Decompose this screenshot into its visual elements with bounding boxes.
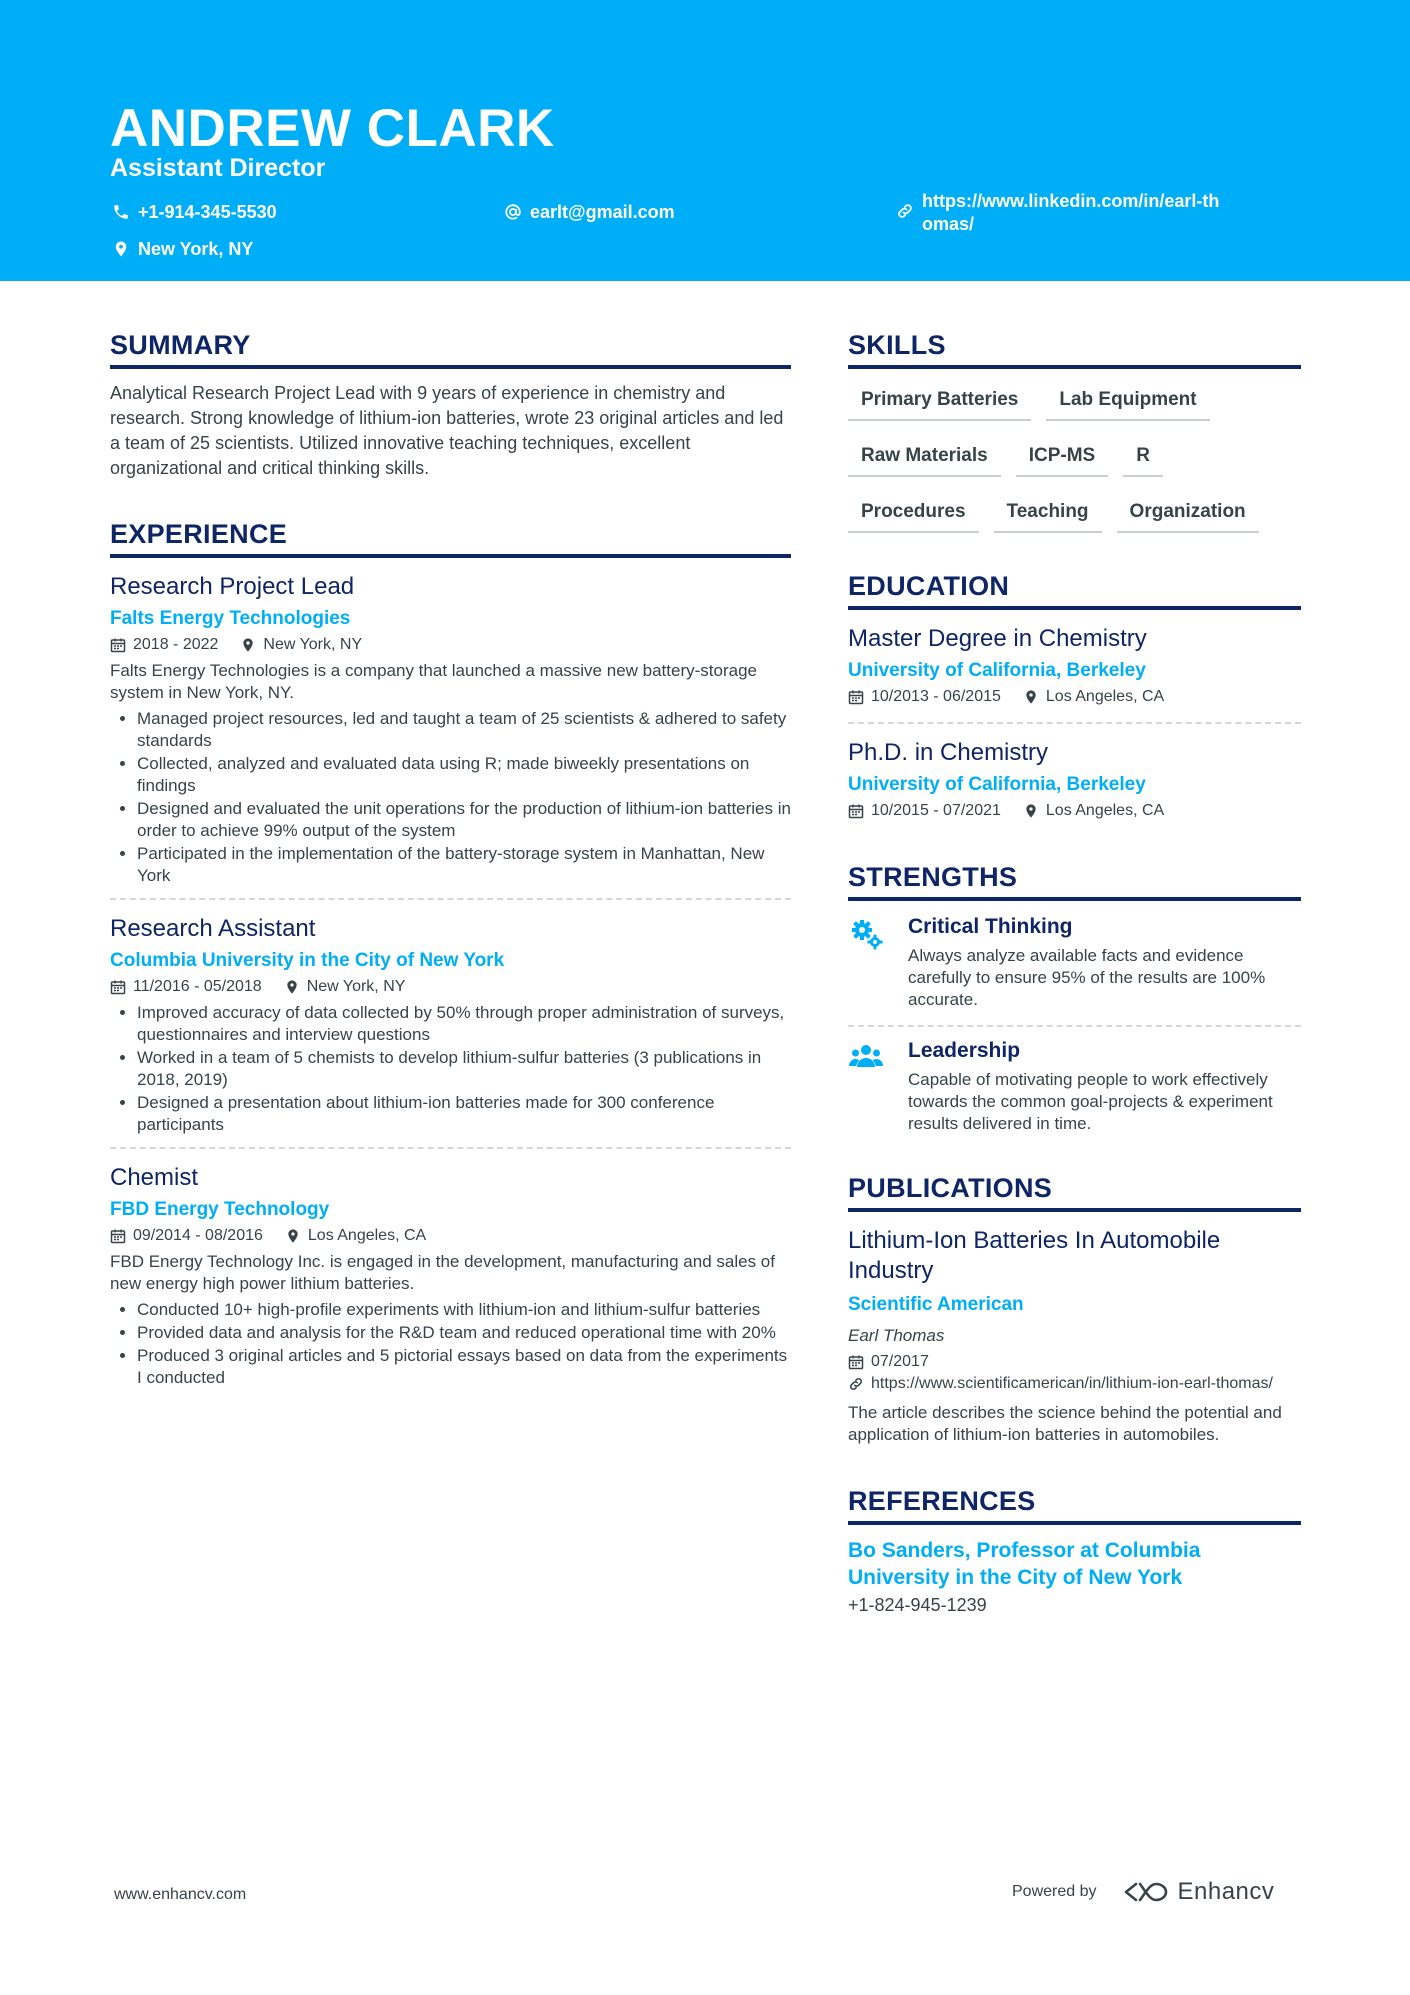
publications-section (848, 1173, 1301, 1446)
footer-branding (1012, 1878, 1274, 1906)
brand-name: Enhancv (1177, 1878, 1275, 1905)
job-bullets (110, 708, 791, 887)
resume-header (0, 0, 1410, 281)
list-item: • Improved accuracy of data collected by 50% through proper administration of surveys, questionnaires and interview questions (137, 1002, 791, 1046)
job-dates: 11/2016 - 05/2018 (133, 978, 262, 995)
education-location: Los Angeles, CA (1045, 688, 1165, 705)
publication-date-row (848, 1352, 1301, 1372)
strength-entry (848, 1025, 1301, 1149)
education-entry (848, 624, 1301, 722)
strength-description: Capable of motivating people to work effectively towards the common goal-projects & experiment results delivered in time. (908, 1070, 1273, 1133)
at-sign-icon (504, 203, 522, 221)
list-item: • Designed and evaluated the unit operations for the production of lithium-ion batteries in order to achieve 99% output of the system (137, 798, 791, 842)
education-dates: 10/2015 - 07/2021 (871, 802, 1001, 819)
list-item: • Collected, analyzed and evaluated data using R; made biweekly presentations on findings (137, 753, 791, 797)
link-icon (848, 1376, 864, 1392)
experience-entry (110, 572, 791, 898)
skills-list (848, 383, 1301, 551)
section-title-skills: SKILLS (848, 330, 1301, 369)
footer-site-link[interactable]: www.enhancv.com (114, 1886, 247, 1903)
company-description: Falts Energy Technologies is a company that launched a massive new battery-storage system in New York, NY. (110, 661, 757, 702)
reference-entry (848, 1537, 1301, 1616)
job-location: New York, NY (263, 636, 363, 653)
candidate-name: ANDREW CLARK (110, 99, 555, 158)
education-section (848, 571, 1301, 836)
experience-entry (110, 1147, 791, 1400)
location-pin-icon (284, 979, 300, 995)
skill-tag: Organization (1117, 495, 1259, 533)
strength-description: Always analyze available facts and evidence carefully to ensure 95% of the results are 100% accurate. (908, 946, 1266, 1009)
left-column (110, 330, 791, 1400)
references-section (848, 1486, 1301, 1616)
job-location: Los Angeles, CA (307, 1227, 427, 1244)
job-meta (110, 978, 791, 996)
publication-date: 07/2017 (871, 1353, 929, 1370)
location-pin-icon (1023, 689, 1039, 705)
contact-location: New York, NY (112, 239, 253, 260)
section-title-experience: EXPERIENCE (110, 519, 791, 558)
list-item: • Produced 3 original articles and 5 pictorial essays based on data from the experiments I conducted (137, 1345, 791, 1389)
calendar-icon (848, 1354, 864, 1370)
enhancv-logo-icon (1122, 1878, 1170, 1906)
list-item: • Worked in a team of 5 chemists to develop lithium-sulfur batteries (3 publications in 2018, 2019) (137, 1047, 791, 1091)
phone-icon (112, 203, 130, 221)
experience-section (110, 519, 791, 1400)
calendar-icon (110, 1228, 126, 1244)
degree-title: Master Degree in Chemistry (848, 625, 1147, 652)
job-location: New York, NY (306, 978, 406, 995)
calendar-icon (110, 637, 126, 653)
strength-entry (848, 915, 1301, 1025)
strength-title: Critical Thinking (908, 915, 1073, 938)
section-title-education: EDUCATION (848, 571, 1301, 610)
skill-tag: Lab Equipment (1046, 383, 1209, 421)
skill-tag: Procedures (848, 495, 979, 533)
calendar-icon (110, 979, 126, 995)
users-icon (848, 1039, 890, 1081)
skill-tag: Primary Batteries (848, 383, 1031, 421)
gears-icon (848, 915, 890, 957)
skill-tag: R (1123, 439, 1163, 477)
section-title-strengths: STRENGTHS (848, 862, 1301, 901)
candidate-role: Assistant Director (110, 154, 326, 182)
reference-name: Bo Sanders, Professor at Columbia University in the City of New York (848, 1539, 1201, 1589)
location-pin-icon (112, 240, 130, 258)
section-title-publications: PUBLICATIONS (848, 1173, 1301, 1212)
list-item: • Managed project resources, led and taught a team of 25 scientists & adhered to safety standards (137, 708, 791, 752)
skill-tag: Raw Materials (848, 439, 1001, 477)
job-title: Research Assistant (110, 915, 316, 942)
job-title: Chemist (110, 1164, 199, 1191)
education-location: Los Angeles, CA (1045, 802, 1165, 819)
job-meta (110, 1227, 791, 1245)
publication-entry (848, 1226, 1301, 1446)
degree-title: Ph.D. in Chemistry (848, 739, 1049, 766)
publication-description: The article describes the science behind the potential and application of lithium-ion batteries in automobiles. (848, 1403, 1282, 1444)
education-entry (848, 722, 1301, 836)
skill-tag: ICP-MS (1016, 439, 1109, 477)
summary-text: Analytical Research Project Lead with 9 years of experience in chemistry and research. Strong knowledge of lithium-ion batteries, wrote 23 original articles and led a team of 25 scientists. Utilized innovative teaching techniques, excellent organizational and critical thinking skills. (110, 383, 784, 478)
contact-linkedin[interactable]: https://www.linkedin.com/in/earl-thomas/ (896, 190, 1226, 236)
publication-url: https://www.scientificamerican/in/lithium-ion-earl-thomas/ (871, 1375, 1273, 1392)
contact-phone: +1-914-345-5530 (112, 202, 277, 223)
enhancv-logo[interactable] (1122, 1878, 1275, 1906)
location-pin-icon (1023, 803, 1039, 819)
job-bullets (110, 1299, 791, 1389)
publication-publisher: Scientific American (848, 1294, 1024, 1315)
section-title-summary: SUMMARY (110, 330, 791, 369)
skill-tag: Teaching (994, 495, 1102, 533)
education-meta (848, 688, 1301, 706)
link-icon (896, 202, 914, 220)
job-bullets (110, 1002, 791, 1136)
strengths-section (848, 862, 1301, 1149)
location-pin-icon (285, 1228, 301, 1244)
calendar-icon (848, 803, 864, 819)
reference-phone: +1-824-945-1239 (848, 1595, 987, 1615)
experience-entry (110, 898, 791, 1147)
publication-url-row[interactable] (848, 1374, 1301, 1394)
education-meta (848, 802, 1301, 820)
summary-section (110, 330, 791, 481)
publication-title: Lithium-Ion Batteries In Automobile Industry (848, 1227, 1221, 1284)
company-name: Falts Energy Technologies (110, 608, 351, 629)
list-item: • Provided data and analysis for the R&D team and reduced operational time with 20% (137, 1322, 791, 1344)
list-item: • Conducted 10+ high-profile experiments with lithium-ion and lithium-sulfur batteries (137, 1299, 791, 1321)
education-dates: 10/2013 - 06/2015 (871, 688, 1001, 705)
company-description: FBD Energy Technology Inc. is engaged in the development, manufacturing and sales of new energy high power lithium batteries. (110, 1252, 775, 1293)
list-item: • Participated in the implementation of the battery-storage system in Manhattan, New York (137, 843, 791, 887)
job-meta (110, 636, 791, 654)
company-name: Columbia University in the City of New York (110, 950, 505, 971)
section-title-references: REFERENCES (848, 1486, 1301, 1525)
job-dates: 2018 - 2022 (133, 636, 219, 653)
school-name: University of California, Berkeley (848, 774, 1146, 795)
job-dates: 09/2014 - 08/2016 (133, 1227, 263, 1244)
school-name: University of California, Berkeley (848, 660, 1146, 681)
location-pin-icon (240, 637, 256, 653)
skills-section (848, 330, 1301, 551)
company-name: FBD Energy Technology (110, 1199, 330, 1220)
contact-email[interactable]: earlt@gmail.com (504, 202, 675, 223)
publication-author: Earl Thomas (848, 1326, 945, 1345)
job-title: Research Project Lead (110, 573, 355, 600)
calendar-icon (848, 689, 864, 705)
list-item: • Designed a presentation about lithium-ion batteries made for 300 conference participants (137, 1092, 791, 1136)
right-column (848, 330, 1301, 1616)
strength-title: Leadership (908, 1039, 1021, 1062)
powered-by-label: Powered by (1012, 1883, 1097, 1900)
